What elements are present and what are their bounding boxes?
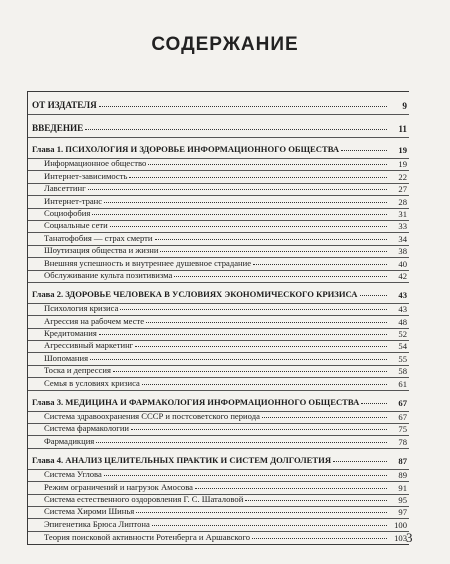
toc-entry-page: 42 bbox=[398, 270, 407, 281]
dot-leader bbox=[90, 358, 387, 360]
toc-item bbox=[28, 316, 409, 328]
toc-entry-title: Психология кризиса bbox=[44, 303, 119, 314]
toc-item bbox=[28, 366, 409, 378]
toc-entry-title: Система фармакологии bbox=[44, 423, 130, 434]
toc-item bbox=[28, 341, 409, 353]
toc-item bbox=[28, 246, 409, 258]
toc-entry-title: ВВЕДЕНИЕ bbox=[32, 123, 84, 133]
toc-entry-page: 19 bbox=[398, 159, 407, 170]
toc-section bbox=[28, 92, 409, 115]
dot-leader bbox=[135, 345, 387, 347]
toc-item bbox=[28, 507, 409, 519]
dot-leader bbox=[99, 105, 387, 107]
toc-entry-page: 61 bbox=[398, 378, 407, 389]
toc-entry-page: 43 bbox=[398, 304, 407, 315]
toc-chapter bbox=[28, 283, 409, 304]
toc-item bbox=[28, 184, 409, 196]
toc-item bbox=[28, 532, 409, 544]
dot-leader bbox=[142, 383, 387, 385]
toc-entry-title: ОТ ИЗДАТЕЛЯ bbox=[32, 100, 97, 110]
dot-leader bbox=[99, 333, 387, 335]
dot-leader bbox=[333, 460, 387, 462]
page-title: СОДЕРЖАНИЕ bbox=[151, 34, 299, 55]
toc-entry-page: 28 bbox=[398, 196, 407, 207]
toc-entry-title: Социальные сети bbox=[44, 220, 108, 231]
toc-entry-page: 97 bbox=[398, 507, 407, 518]
toc-item bbox=[28, 412, 409, 424]
dot-leader bbox=[92, 213, 387, 215]
dot-leader bbox=[146, 321, 387, 323]
dot-leader bbox=[113, 370, 387, 372]
toc-item bbox=[28, 424, 409, 436]
dot-leader bbox=[148, 163, 387, 165]
toc-item bbox=[28, 353, 409, 365]
toc-entry-title: Глава 2. ЗДОРОВЬЕ ЧЕЛОВЕКА В УСЛОВИЯХ ЭКОНОМИЧЕСКОГО КРИЗИСА bbox=[32, 288, 358, 299]
toc-entry-page: 31 bbox=[398, 208, 407, 219]
toc-entry-page: 9 bbox=[402, 101, 407, 111]
toc-entry-page: 33 bbox=[398, 221, 407, 232]
toc-item bbox=[28, 171, 409, 183]
toc-entry-page: 40 bbox=[398, 258, 407, 269]
dot-leader bbox=[195, 487, 387, 489]
toc-entry-title: Фармадикция bbox=[44, 435, 95, 446]
dot-leader bbox=[360, 294, 388, 296]
toc-section bbox=[28, 115, 409, 138]
toc-item bbox=[28, 196, 409, 208]
toc-entry-title: Режим ограничений и нагрузок Амосова bbox=[44, 481, 193, 492]
dot-leader bbox=[131, 428, 387, 430]
dot-leader bbox=[253, 263, 387, 265]
toc-entry-page: 58 bbox=[398, 366, 407, 377]
toc-item bbox=[28, 495, 409, 507]
toc-chapter bbox=[28, 138, 409, 159]
toc-entry-page: 48 bbox=[398, 316, 407, 327]
toc-entry-page: 52 bbox=[398, 329, 407, 340]
toc-entry-title: Тоска и депрессия bbox=[44, 365, 111, 376]
toc-entry-title: Эпигенетика Брюса Липтона bbox=[44, 518, 150, 529]
toc-entry-page: 38 bbox=[398, 246, 407, 257]
toc-entry-page: 54 bbox=[398, 341, 407, 352]
dot-leader bbox=[104, 201, 387, 203]
toc-chapter bbox=[28, 391, 409, 412]
toc-item bbox=[28, 329, 409, 341]
toc-entry-page: 43 bbox=[398, 289, 407, 300]
toc-entry-page: 100 bbox=[394, 519, 407, 530]
dot-leader bbox=[152, 524, 387, 526]
toc-item bbox=[28, 436, 409, 448]
table-of-contents bbox=[27, 91, 409, 545]
toc-item bbox=[28, 378, 409, 390]
page-number: 3 bbox=[406, 530, 413, 545]
dot-leader bbox=[341, 149, 387, 151]
toc-entry-page: 95 bbox=[398, 494, 407, 505]
toc-entry-page: 34 bbox=[398, 233, 407, 244]
toc-entry-title: Агрессивный маркетинг bbox=[44, 340, 134, 351]
dot-leader bbox=[96, 441, 387, 443]
toc-entry-page: 87 bbox=[398, 455, 407, 466]
toc-item bbox=[28, 159, 409, 171]
dot-leader bbox=[104, 474, 387, 476]
dot-leader bbox=[174, 275, 387, 277]
toc-entry-title: Глава 3. МЕДИЦИНА И ФАРМАКОЛОГИЯ ИНФОРМАЦИОННОГО ОБЩЕСТВА bbox=[32, 396, 360, 407]
toc-item bbox=[28, 258, 409, 270]
toc-entry-page: 22 bbox=[398, 171, 407, 182]
toc-item bbox=[28, 482, 409, 494]
toc-entry-title: Лавсеттинг bbox=[44, 183, 86, 194]
toc-entry-title: Социофобия bbox=[44, 207, 91, 218]
toc-entry-title: Теория поисковой активности Ротенберга и Аршавского bbox=[44, 532, 251, 543]
toc-item bbox=[28, 271, 409, 283]
toc-entry-page: 27 bbox=[398, 184, 407, 195]
toc-entry-title: Глава 4. АНАЛИЗ ЦЕЛИТЕЛЬНЫХ ПРАКТИК И СИСТЕМ ДОЛГОЛЕТИЯ bbox=[32, 454, 332, 465]
toc-item bbox=[28, 519, 409, 531]
toc-entry-title: Агрессия на рабочем месте bbox=[44, 315, 145, 326]
toc-item bbox=[28, 304, 409, 316]
dot-leader bbox=[155, 238, 388, 240]
toc-item bbox=[28, 470, 409, 482]
dot-leader bbox=[136, 511, 387, 513]
toc-entry-title: Внешняя успешность и внутреннее душевное страдание bbox=[44, 257, 252, 268]
toc-entry-title: Шопомания bbox=[44, 352, 89, 363]
toc-item bbox=[28, 233, 409, 245]
dot-leader bbox=[245, 499, 387, 501]
toc-entry-page: 75 bbox=[398, 424, 407, 435]
toc-entry-page: 91 bbox=[398, 482, 407, 493]
toc-entry-page: 89 bbox=[398, 470, 407, 481]
toc-item bbox=[28, 209, 409, 221]
toc-entry-page: 19 bbox=[398, 145, 407, 155]
toc-entry-title: Шоутизация общества и жизни bbox=[44, 245, 159, 256]
toc-entry-title: Система естественного оздоровления Г. С. Шаталовой bbox=[44, 493, 244, 504]
dot-leader bbox=[85, 128, 387, 130]
dot-leader bbox=[160, 250, 387, 252]
toc-entry-page: 67 bbox=[398, 412, 407, 423]
toc-entry-title: Танатофобия — страх смерти bbox=[44, 232, 153, 243]
toc-entry-page: 55 bbox=[398, 353, 407, 364]
toc-entry-title: Кредитомания bbox=[44, 328, 97, 339]
dot-leader bbox=[361, 402, 387, 404]
toc-entry-title: Система Хироми Шинья bbox=[44, 506, 135, 517]
dot-leader bbox=[252, 537, 387, 539]
toc-chapter bbox=[28, 449, 409, 470]
toc-entry-title: Информационное общество bbox=[44, 158, 147, 169]
toc-entry-page: 67 bbox=[398, 397, 407, 408]
toc-entry-title: Интернет-зависимость bbox=[44, 170, 128, 181]
toc-entry-title: Интернет-транс bbox=[44, 195, 103, 206]
dot-leader bbox=[110, 225, 387, 227]
toc-entry-title: Обслуживание культа позитивизма bbox=[44, 269, 173, 280]
dot-leader bbox=[262, 416, 387, 418]
toc-entry-page: 11 bbox=[398, 124, 407, 134]
toc-entry-title: Система здравоохранения СССР и постсоветского периода bbox=[44, 411, 260, 422]
dot-leader bbox=[129, 176, 387, 178]
toc-entry-page: 78 bbox=[398, 436, 407, 447]
toc-item bbox=[28, 221, 409, 233]
dot-leader bbox=[120, 308, 387, 310]
dot-leader bbox=[88, 188, 387, 190]
toc-entry-title: Глава 1. ПСИХОЛОГИЯ И ЗДОРОВЬЕ ИНФОРМАЦИОННОГО ОБЩЕСТВА bbox=[32, 144, 340, 154]
toc-entry-title: Система Углова bbox=[44, 469, 102, 480]
toc-entry-title: Семья в условиях кризиса bbox=[44, 377, 140, 388]
toc-entry-page: 103 bbox=[394, 533, 407, 544]
